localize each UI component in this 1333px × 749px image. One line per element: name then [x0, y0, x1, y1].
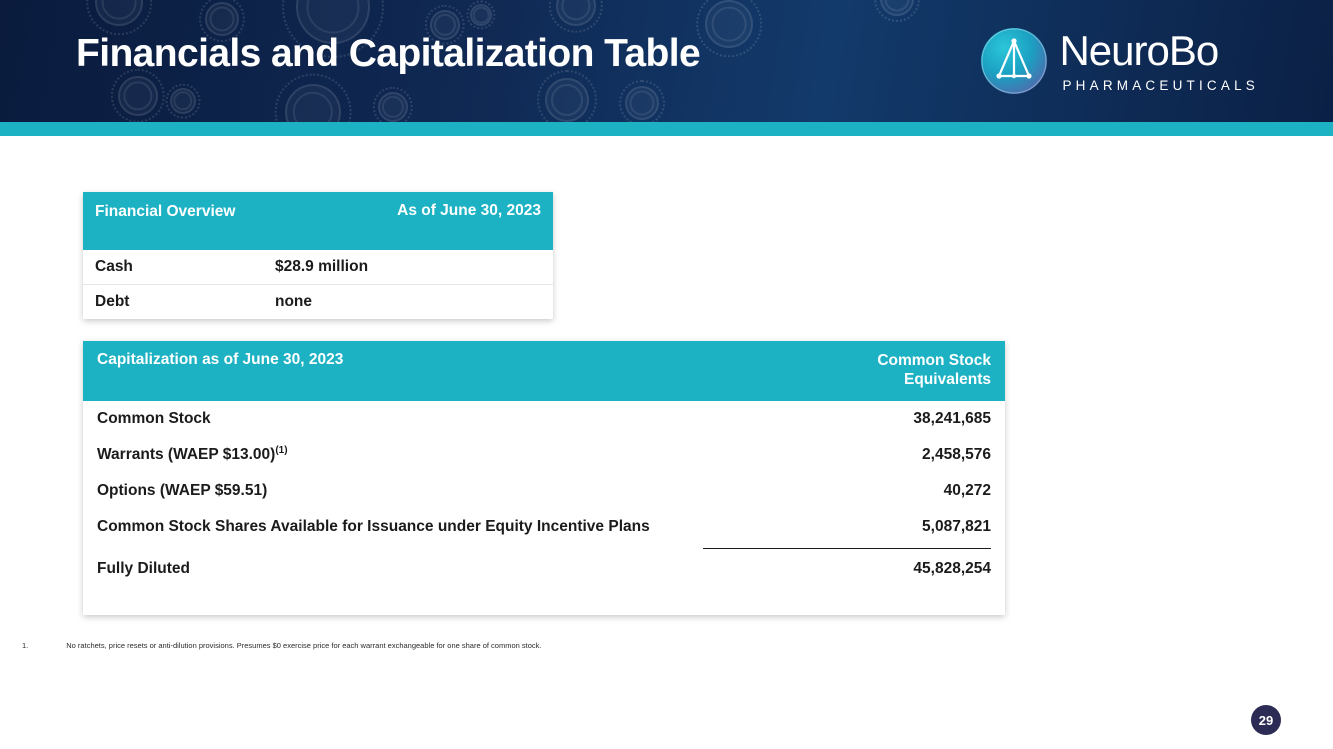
row-label: Warrants (WAEP $13.00) [97, 445, 276, 463]
row-value: 5,087,821 [922, 517, 991, 535]
financial-overview-table [83, 192, 553, 319]
virus-decoration-icon [285, 84, 341, 122]
financial-overview-header [83, 192, 553, 250]
row-label: Cash [95, 258, 133, 275]
table-row [83, 509, 1005, 545]
virus-decoration-icon [378, 92, 408, 122]
logo-tagline: PHARMACEUTICALS [1062, 77, 1259, 93]
table-row [83, 285, 553, 319]
virus-decoration-icon [545, 78, 589, 122]
footnote-marker: (1) [275, 444, 288, 456]
financial-overview-header-label: Financial Overview [95, 203, 236, 220]
row-label: Common Stock Shares Available for Issuance under Equity Incentive Plans [97, 517, 650, 535]
neurobo-logo-mark-icon [981, 28, 1047, 94]
row-value: 45,828,254 [913, 560, 991, 578]
logo-wordmark: NeuroBo [1059, 26, 1219, 74]
slide-header [0, 0, 1333, 122]
row-value: 2,458,576 [922, 445, 991, 463]
virus-decoration-icon [556, 0, 596, 26]
page-number-badge: 29 [1251, 705, 1281, 735]
financial-overview-header-date: As of June 30, 2023 [397, 202, 541, 219]
table-row [83, 250, 553, 285]
footnote-text: No ratchets, price resets or anti-dilution provisions. Presumes $0 exercise price for each warrant exchangeable for one share of common stock. [66, 641, 542, 650]
virus-decoration-icon [470, 4, 492, 26]
row-value: 38,241,685 [913, 410, 991, 427]
virus-decoration-icon [95, 0, 143, 26]
row-label: Debt [95, 293, 130, 310]
row-label: Fully Diluted [97, 560, 190, 578]
capitalization-header-label: Capitalization as of June 30, 2023 [97, 351, 344, 368]
footnote [22, 641, 542, 650]
footnote-number: 1. [22, 641, 29, 650]
table-row [83, 437, 1005, 473]
row-value: 40,272 [943, 481, 991, 499]
accent-band [0, 122, 1333, 136]
row-label: Common Stock [97, 410, 211, 427]
virus-decoration-icon [118, 76, 158, 116]
capitalization-header-column: Common Stock Equivalents [877, 352, 991, 389]
page-title: Financials and Capitalization Table [76, 32, 701, 75]
capitalization-table [83, 341, 1005, 615]
brand-logo [981, 28, 1259, 94]
table-row-total [83, 549, 1005, 587]
row-label: Options (WAEP $59.51) [97, 481, 268, 499]
virus-decoration-icon [625, 86, 659, 120]
row-value: $28.9 million [275, 258, 369, 275]
virus-decoration-icon [705, 0, 753, 48]
row-value: none [275, 293, 313, 310]
table-row [83, 473, 1005, 509]
capitalization-header [83, 341, 1005, 401]
virus-decoration-icon [880, 0, 914, 16]
table-row [83, 401, 1005, 437]
virus-decoration-icon [205, 2, 239, 36]
virus-decoration-icon [170, 88, 196, 114]
